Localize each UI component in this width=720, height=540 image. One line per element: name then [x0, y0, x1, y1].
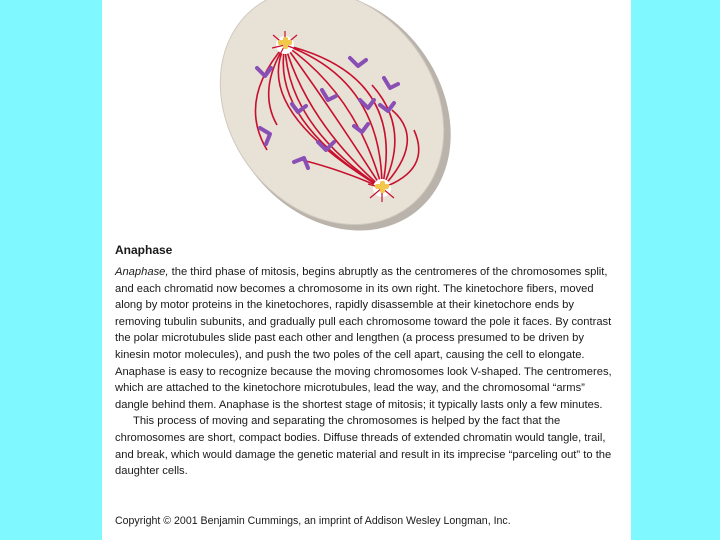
- paragraph-1-text: the third phase of mitosis, begins abruptly as the centromeres of the chromosomes split, and each chromatid now becomes a chromosome in its own right. The kinetochore fibers, moved along by motor proteins in the kinetochores, rapidly disassemble at their kinetochore ends by removing tubulin subunits, and gradually pull each chromosome toward the pole it faces. By contrast the polar microtubules slide past each other and lengthen (a process presumed to be driven by kinesin motor molecules), and push the two poles of the cell apart, causing the cell to elongate. Anaphase is easy to recognize because the moving chromosomes look V-shaped. The centromeres, which are attached to the kinetochore microtubules, lead the way, and the chromosomal “arms” dangle behind them. Anaphase is the shortest stage of mitosis; it typically lasts only a few minutes.: [115, 266, 612, 411]
- document-page: [102, 0, 631, 540]
- anaphase-cell-illustration: [102, 0, 631, 235]
- copyright-notice: Copyright © 2001 Benjamin Cummings, an imprint of Addison Wesley Longman, Inc.: [115, 515, 511, 527]
- paragraph-2: This process of moving and separating the chromosomes is helped by the fact that the chromosomes are short, compact bodies. Diffuse threads of extended chromatin would tangle, trail, and break, which would damage the genetic material and result in its imprecise “parceling out” to the daughter cells.: [115, 415, 612, 478]
- section-heading: Anaphase: [115, 243, 173, 257]
- lead-term: Anaphase,: [115, 266, 169, 278]
- body-text: [115, 264, 620, 480]
- paragraph-1: [115, 264, 620, 413]
- cell-body: [174, 0, 490, 235]
